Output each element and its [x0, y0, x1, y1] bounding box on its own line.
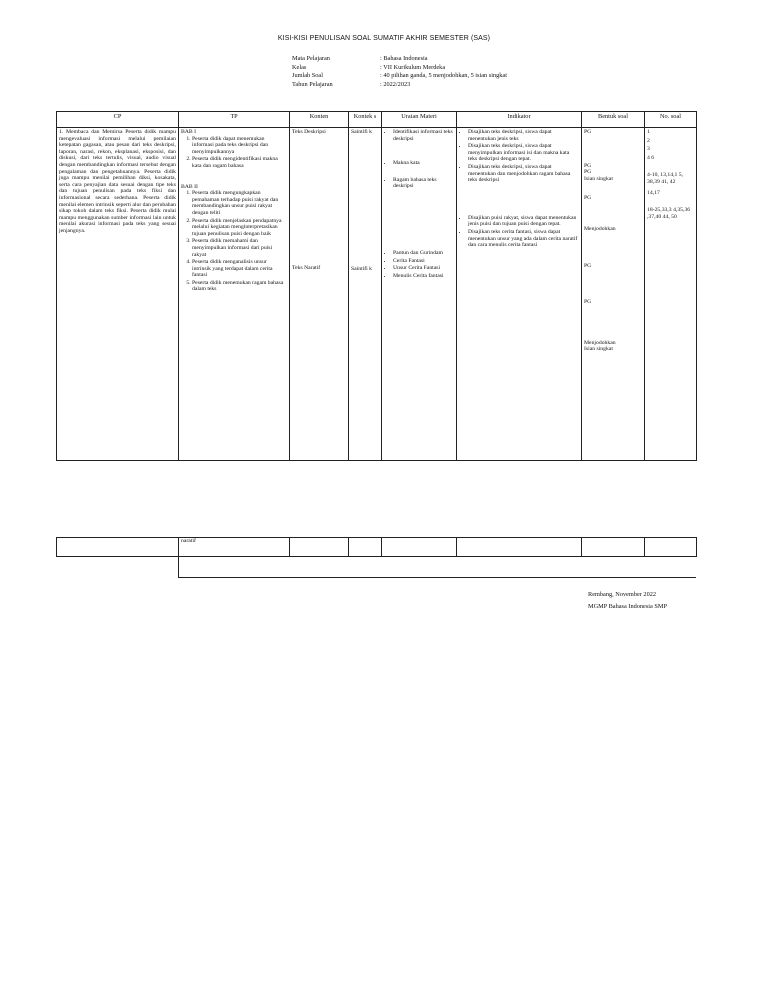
signature-place-date: Rembang, November 2022: [588, 591, 657, 598]
list-item: • Menulis Cerita fantasi: [393, 273, 454, 280]
materi-list: [384, 129, 454, 190]
list-item: 1. Peserta didik dapat menemukan informasi pada teks deskripsi dan menyimpulkannya: [192, 136, 287, 156]
nomor-cell-cont: [645, 538, 697, 557]
table-row: [57, 128, 697, 461]
list-item: • Disajikan teks deskripsi, siswa dapat menentukan dan menjodohkan ragam bahasa teks deskripsi: [468, 164, 579, 184]
nomor-item: 14,17: [647, 189, 660, 196]
bentuk-cell-cont: [582, 538, 645, 557]
tp-list: [181, 190, 287, 293]
meta-key: Jumlah Soal: [292, 72, 323, 80]
list-item: • Identifikasi informasi teks deskripsi: [393, 129, 454, 142]
konten-cell-cont: [290, 538, 349, 557]
list-item: • Makna kata: [393, 160, 454, 167]
list-item: • Disajikan puisi rakyat, siswa dapat menentukan jenis puisi dan tujuan puisi dengan tepat.: [468, 215, 579, 228]
bentuk-item: PG: [584, 299, 592, 306]
bentuk-item: PG: [584, 129, 592, 135]
meta-block: [292, 55, 507, 89]
meta-value: : VII Kurikulum Merdeka: [380, 63, 446, 71]
col-header-konten: Konten: [290, 112, 349, 128]
table-divider: [178, 577, 696, 578]
nomor-item: 2: [647, 137, 650, 144]
kisi-kisi-table: [56, 111, 697, 461]
konteks-item: Saintifi k: [351, 129, 373, 135]
meta-key: Mata Pelajaran: [292, 55, 330, 62]
cp-cell-cont: [57, 538, 179, 557]
meta-key: Kelas: [292, 63, 307, 71]
bentuk-item: Isian singkat: [584, 175, 613, 182]
indikator-list: [459, 215, 579, 249]
nomor-item: 18-25,33,3 4,35,36 ,37,40 44, 50: [647, 207, 691, 220]
meta-key: Tahun Pelajaran: [292, 80, 333, 88]
signature-block: [588, 589, 667, 613]
col-header-cp: CP: [57, 112, 179, 128]
col-header-nomor: No. soal: [645, 112, 697, 128]
table-row: [57, 538, 697, 557]
meta-row: [292, 55, 507, 64]
list-item: 5. Peserta didik menemukan ragam bahasa dalam teks: [192, 280, 287, 293]
bentuk-item: PG: [584, 162, 592, 169]
list-item: • Ragam bahasa teks deskripsi: [393, 177, 454, 190]
list-item: • Disajikan teks deskripsi, siswa dapat menentukan jenis teks: [468, 129, 579, 142]
meta-row: [292, 81, 507, 90]
indikator-list: [459, 129, 579, 184]
meta-value: : 40 pilihan ganda, 5 menjodohkan, 5 isian singkat: [380, 72, 507, 80]
continuation-table: [56, 537, 697, 557]
page-title: KISI-KISI PENULISAN SOAL SUMATIF AKHIR SEMESTER (SAS): [277, 35, 491, 42]
list-item: 2. Peserta didik mengidentifikasi makna kata dan ragam bahasa: [192, 156, 287, 169]
materi-cell-cont: [382, 538, 457, 557]
nomor-cell: [645, 128, 697, 461]
meta-value: : 2022/2023: [380, 80, 411, 88]
konten-item: Teks Naratif: [292, 264, 321, 271]
nomor-item: 4 6: [647, 154, 655, 161]
col-header-tp: TP: [179, 112, 290, 128]
tp-cell: [179, 128, 290, 461]
signature-org: MGMP Bahasa Indonesia SMP: [588, 603, 668, 610]
list-item: • Disajikan teks cerita fantasi, siswa dapat menentukan unsur yang ada dalam cerita naratif dan cara menulis cerita fantasi: [468, 229, 579, 249]
list-item: • Pantun dan Gurindam: [393, 250, 454, 257]
indikator-cell: [457, 128, 582, 461]
list-item: 4. Peserta didik menganalisis unsur intrinsik yang terdapat dalam cerita fantasi: [192, 259, 287, 279]
konten-item: Teks Deskripsi: [292, 129, 326, 135]
list-item: 1. Peserta didik mengungkapkan pemahaman terhadap puisi rakyat dan membandingkan unsur puisi rakyat dengan teliti: [192, 190, 287, 216]
list-item: • Disajikan teks deskripsi, siswa dapat menyimpulkan informasi isi dan makna kata teks deskripsi dengan tepat.: [468, 143, 579, 163]
tp-cell-cont: naratif: [179, 538, 290, 557]
bab-label: BAB I: [181, 129, 197, 135]
bentuk-item: Menjodohkan: [584, 225, 616, 232]
materi-cell: [382, 128, 457, 461]
meta-row: [292, 64, 507, 73]
bentuk-cell: [582, 128, 645, 461]
konteks-item: Saintifi k: [351, 265, 373, 272]
konteks-cell: [349, 128, 382, 461]
konten-cell: [290, 128, 349, 461]
table-divider: [178, 556, 179, 577]
bab-label: BAB II: [181, 183, 198, 190]
col-header-bentuk: Bentuk soal: [582, 112, 645, 128]
bentuk-item: PG: [584, 169, 592, 176]
bentuk-item: PG: [584, 262, 592, 269]
nomor-item: 1: [647, 129, 650, 135]
cp-cell: 1. Membaca dan Memirsa Peserta didik mampu mengevaluasi informasi melalui pemilaian ketepatan gagasan, atau pesan dari teks deskripsi, laporan, narasi, rekon, eksplanasi, eksposisi, dan diskusi, dari teks tertulis, visual, audio visual dengan membandingkan informasi tersebut dengan pengalaman dan pengetahuannya. Peserta didik juga mampu menilai pemilihan diksi, kosakata, serta cara penyajian data sesuai dengan tipe teks dan tujuan penulisan pada teks fiksi dan informasional secara sederhana. Peserta didik menilai elemen intrinsik seperti alur dan perubahan sikap tokoh dalam teks fiksi. Peserta didik mulai mampu menggunakan sumber informasi lain untuk menilai akurasi informasi pada teks yang sesuai jenjangnya.: [57, 128, 179, 461]
list-item: • Cerita Fantasi: [393, 258, 454, 265]
list-item: 3. Peserta didik memahami dan menyimpulkan informasi dari puisi rakyat: [192, 238, 287, 258]
nomor-item: 3: [647, 146, 650, 153]
list-item: • Unsur Cerita Fantasi: [393, 265, 454, 272]
list-item: 2. Peserta didik menjelaskan pendapatnya melalui kegiatan menginterpretasikan tujuan penulisan puisi dengan baik: [192, 218, 287, 238]
indikator-cell-cont: [457, 538, 582, 557]
tp-list: [181, 136, 287, 170]
col-header-konteks: Kontek s: [349, 112, 382, 128]
meta-value: : Bahasa Indonesia: [380, 55, 428, 62]
materi-list: [384, 250, 454, 279]
bentuk-item: Menjodohkan: [584, 339, 616, 346]
header-row: [57, 112, 697, 128]
nomor-item: 4-10, 13,14,1 5, 38,39 41, 42: [647, 172, 684, 185]
meta-row: [292, 72, 507, 81]
col-header-materi: Uraian Materi: [382, 112, 457, 128]
bentuk-item: PG: [584, 195, 592, 202]
bentuk-item: Isian singkat: [584, 346, 613, 353]
konteks-cell-cont: [349, 538, 382, 557]
col-header-indikator: Indikator: [457, 112, 582, 128]
